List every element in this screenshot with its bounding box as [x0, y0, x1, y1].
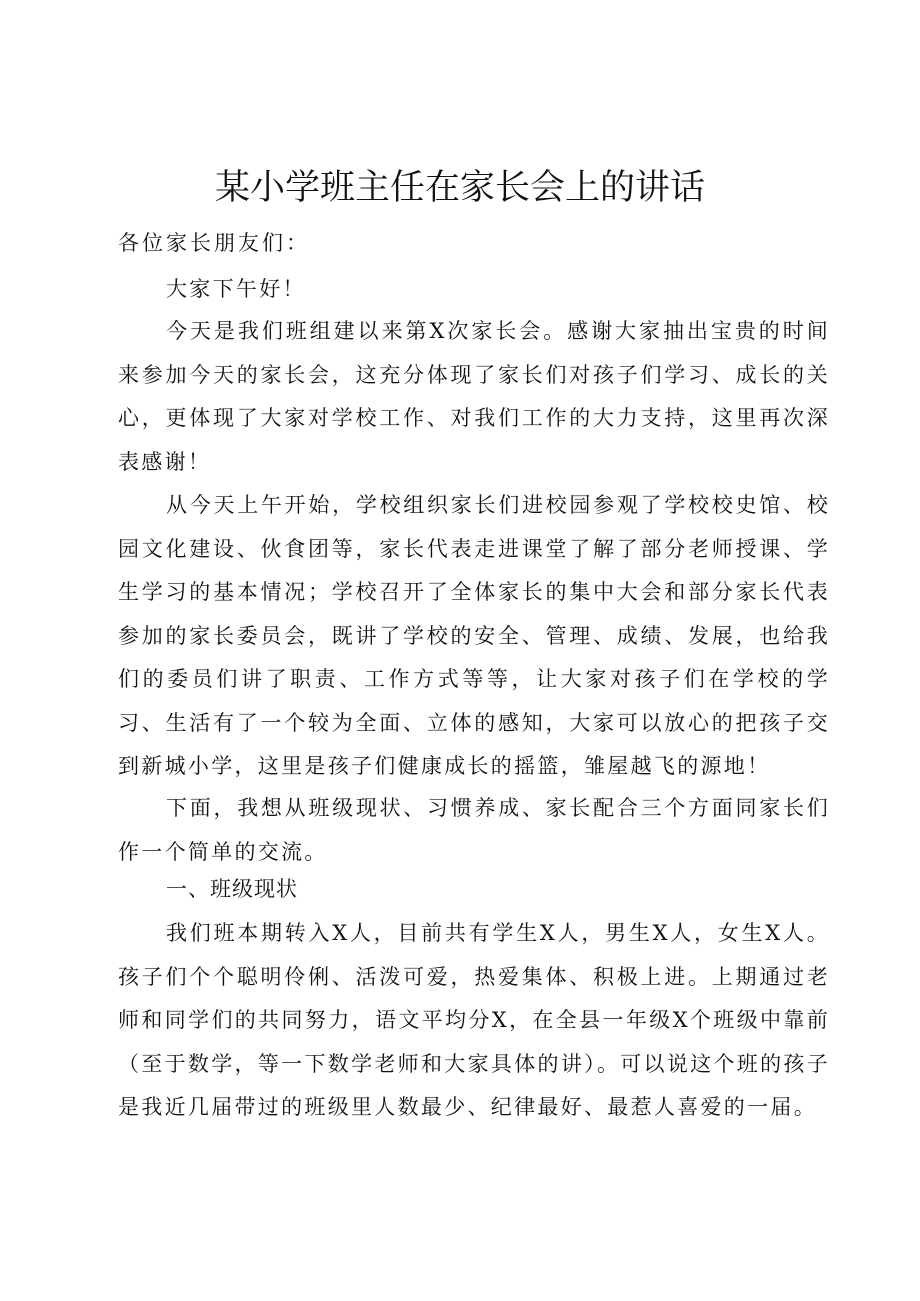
paragraph-greeting: 大家下午好！ [166, 277, 306, 301]
section-heading-class-status: 一、班级现状 [166, 877, 298, 901]
document-title: 某小学班主任在家长会上的讲话 [214, 168, 705, 208]
paragraph-class-status: 我们班本期转入X人，目前共有学生X人，男生X人，女生X人。孩子们个个聪明伶俐、活泼可爱，热爱集体、积极上进。上期通过老师和同学们的共同努力，语文平均分X，在全县一年级X个班级中靠前（至于数学，等一下数学老师和大家具体的讲）。可以说这个班的孩子是我近几届带过的班级里人数最少、纪律最好、最惹人喜爱的一届。 [118, 921, 830, 1119]
paragraph-intro: 今天是我们班组建以来第X次家长会。感谢大家抽出宝贵的时间来参加今天的家长会，这充分体现了家长们对孩子们学习、成长的关心，更体现了大家对学校工作、对我们工作的大力支持，这里再次深表感谢！ [118, 319, 830, 474]
salutation: 各位家长朋友们： [118, 231, 310, 255]
paragraph-plan: 下面，我想从班级现状、习惯养成、家长配合三个方面同家长们作一个简单的交流。 [118, 796, 830, 864]
paragraph-campus-visit: 从今天上午开始，学校组织家长们进校园参观了学校校史馆、校园文化建设、伙食团等，家长代表走进课堂了解了部分老师授课、学生学习的基本情况；学校召开了全体家长的集中大会和部分家长代表参加的家长委员会，既讲了学校的安全、管理、成绩、发展，也给我们的委员们讲了职责、工作方式等等，让大家对孩子们在学校的学习、生活有了一个较为全面、立体的感知，大家可以放心的把孩子交到新城小学，这里是孩子们健康成长的摇篮，雏屋越飞的源地！ [118, 493, 830, 778]
